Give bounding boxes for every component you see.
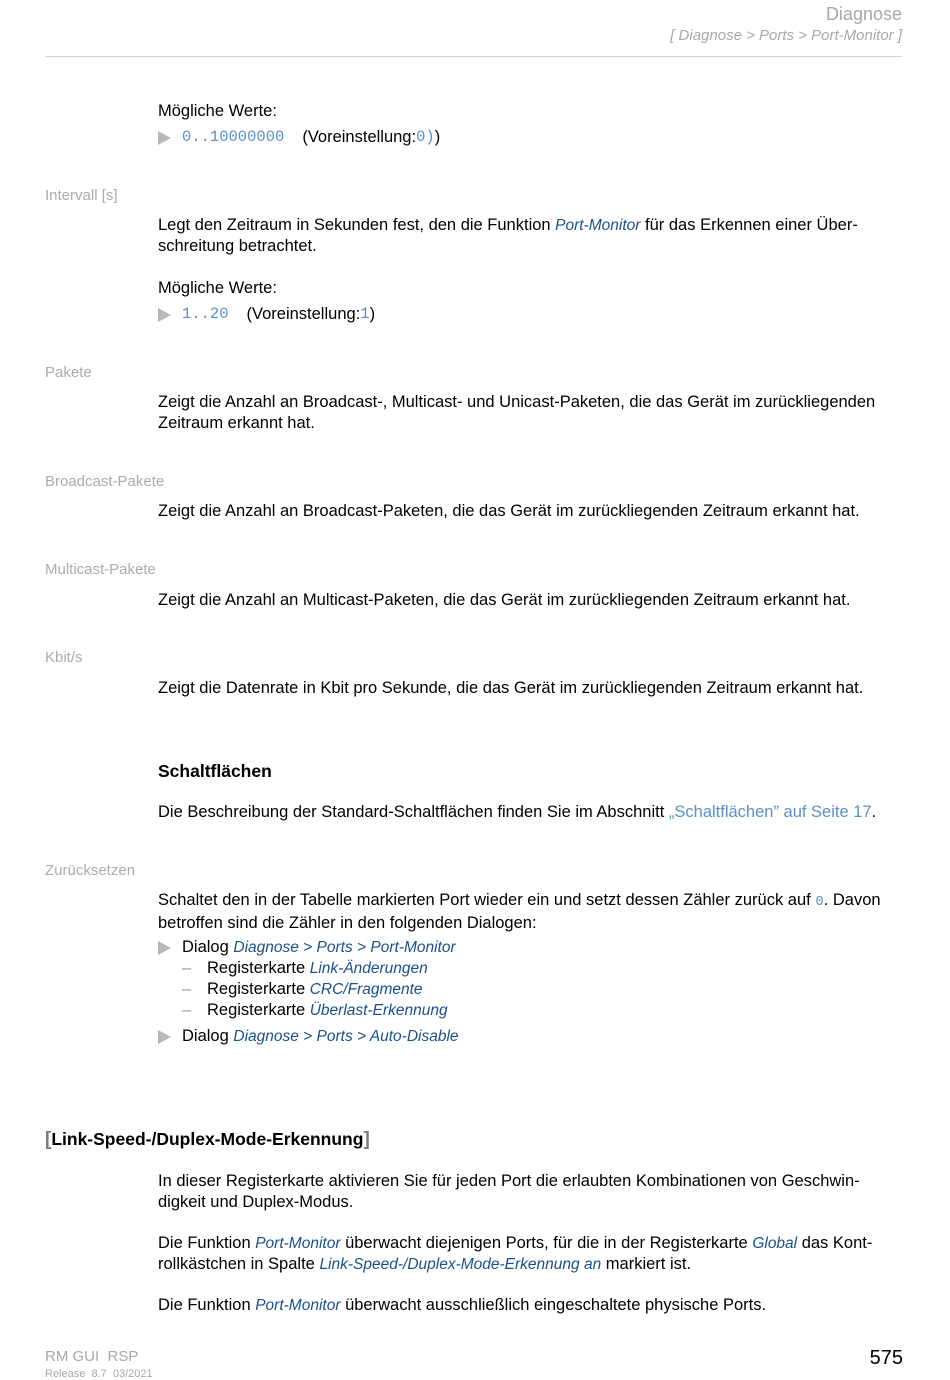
param-label-reset: Zurücksetzen xyxy=(45,862,136,879)
reset-value: 0 xyxy=(815,894,824,910)
column-ref: Link-Speed-/Duplex-Mode-Erkennung an xyxy=(319,1256,602,1273)
dash-bullet: – xyxy=(182,1001,192,1019)
text-run: markiert ist. xyxy=(601,1255,692,1273)
page-reference-link[interactable]: „Schaltflächen” auf Seite 17 xyxy=(668,803,872,821)
text-run: Schaltet den in der Tabelle markierten Port wieder ein und setzt dessen Zähler zurück auf xyxy=(158,891,816,909)
param-label-pakete: Pakete xyxy=(45,364,92,381)
section-title: Link-Speed-/Duplex-Mode-Erkennung xyxy=(51,1129,364,1149)
text-run: betroffen sind die Zähler in den folgenden Dialogen: xyxy=(158,914,537,932)
tab-list-item xyxy=(182,958,428,979)
dash-bullet: – xyxy=(182,980,192,998)
kbits-description: Zeigt die Datenrate in Kbit pro Sekunde, die das Gerät im zurückliegenden Zeitraum erkannt hat. xyxy=(158,679,864,697)
tab-ref: CRC/Fragmente xyxy=(309,981,423,998)
section-heading xyxy=(45,1129,370,1151)
possible-values-item xyxy=(158,127,440,148)
bullet-triangle-icon xyxy=(158,131,171,145)
possible-values-label: Mögliche Werte: xyxy=(158,102,277,120)
dialog-path-ref: Diagnose > Ports > Auto-Disable xyxy=(233,1028,459,1045)
text-run: Registerkarte xyxy=(207,980,310,998)
tab-ref: Überlast-Erkennung xyxy=(309,1002,448,1019)
tab-ref: Link-Änderungen xyxy=(309,960,428,977)
text-run: . Davon xyxy=(823,891,881,909)
tab-list-item xyxy=(182,979,423,1000)
dash-bullet: – xyxy=(182,959,192,977)
running-header-breadcrumb: [ Diagnose > Ports > Port-Monitor ] xyxy=(670,27,902,44)
text-run: Registerkarte xyxy=(207,1001,310,1019)
bullet-triangle-icon xyxy=(158,941,171,955)
text-run: überwacht diejenigen Ports, für die in der Registerkarte xyxy=(340,1234,753,1252)
default-value: 0) xyxy=(416,128,435,146)
global-tab-ref: Global xyxy=(752,1235,798,1252)
running-header-title: Diagnose xyxy=(825,4,902,24)
bracket-close: ] xyxy=(363,1129,370,1150)
possible-values-label: Mögliche Werte: xyxy=(158,279,277,297)
param-label-multicast: Multicast-Pakete xyxy=(45,561,156,578)
section-paragraph-3 xyxy=(158,1295,904,1316)
text-run: Dialog xyxy=(182,1027,234,1045)
buttons-description xyxy=(158,802,904,823)
param-label-kbits: Kbit/s xyxy=(45,649,83,666)
default-prefix: (Voreinstellung: xyxy=(246,305,361,323)
intervall-description xyxy=(158,215,904,257)
text-run: digkeit und Duplex-Modus. xyxy=(158,1193,354,1211)
value-range: 1..20 xyxy=(182,305,229,323)
text-run: das Kont- xyxy=(797,1234,873,1252)
param-label-broadcast: Broadcast-Pakete xyxy=(45,473,165,490)
multicast-description: Zeigt die Anzahl an Multicast-Paketen, die das Gerät im zurückliegenden Zeitraum erkannt hat. xyxy=(158,591,851,609)
text-run: überwacht ausschließlich eingeschaltete physische Ports. xyxy=(340,1296,767,1314)
port-monitor-ref: Port-Monitor xyxy=(255,1235,341,1252)
text-run: Zeigt die Anzahl an Broadcast-, Multicast- und Unicast-Paketen, die das Gerät im zurückliegenden xyxy=(158,393,876,411)
text-run: Die Funktion xyxy=(158,1234,256,1252)
port-monitor-ref: Port-Monitor xyxy=(555,217,641,234)
value-range: 0..10000000 xyxy=(182,128,285,146)
bullet-triangle-icon xyxy=(158,308,171,322)
default-prefix: (Voreinstellung: xyxy=(302,128,417,146)
port-monitor-ref: Port-Monitor xyxy=(255,1297,341,1314)
param-label-intervall: Intervall [s] xyxy=(45,187,118,204)
broadcast-description: Zeigt die Anzahl an Broadcast-Paketen, die das Gerät im zurückliegenden Zeitraum erkannt hat. xyxy=(158,502,860,520)
text-run: Legt den Zeitraum in Sekunden fest, den die Funktion xyxy=(158,216,556,234)
text-run: Die Funktion xyxy=(158,1296,256,1314)
buttons-heading: Schaltflächen xyxy=(158,761,272,781)
dialog-path-ref: Diagnose > Ports > Port-Monitor xyxy=(233,939,456,956)
text-run: schreitung betrachtet. xyxy=(158,237,317,255)
text-run: Die Beschreibung der Standard-Schaltflächen finden Sie im Abschnitt xyxy=(158,803,669,821)
dialog-list-item xyxy=(158,1026,459,1047)
text-run: rollkästchen in Spalte xyxy=(158,1255,320,1273)
bracket-open: [ xyxy=(45,1129,52,1150)
bullet-triangle-icon xyxy=(158,1030,171,1044)
text-run: Dialog xyxy=(182,938,234,956)
pakete-description xyxy=(158,392,904,434)
reset-description xyxy=(158,890,904,934)
possible-values-item xyxy=(158,304,375,325)
section-paragraph-2 xyxy=(158,1233,904,1275)
footer-release: Release 8.7 03/2021 xyxy=(45,1368,153,1380)
default-suffix: ) xyxy=(369,305,376,323)
text-run: . xyxy=(871,803,877,821)
text-run: In dieser Registerkarte aktivieren Sie für jeden Port die erlaubten Kombinationen von Geschwin- xyxy=(158,1172,860,1190)
footer-product: RM GUI RSP xyxy=(45,1348,139,1365)
tab-list-item xyxy=(182,1000,448,1021)
text-run: für das Erkennen einer Über- xyxy=(640,216,858,234)
default-suffix: ) xyxy=(434,128,441,146)
dialog-list-item xyxy=(158,937,456,958)
section-paragraph-1 xyxy=(158,1171,904,1213)
text-run: Zeitraum erkannt hat. xyxy=(158,414,315,432)
default-value: 1 xyxy=(360,305,370,323)
page-number: 575 xyxy=(869,1347,903,1369)
text-run: Registerkarte xyxy=(207,959,310,977)
header-divider xyxy=(45,56,902,57)
